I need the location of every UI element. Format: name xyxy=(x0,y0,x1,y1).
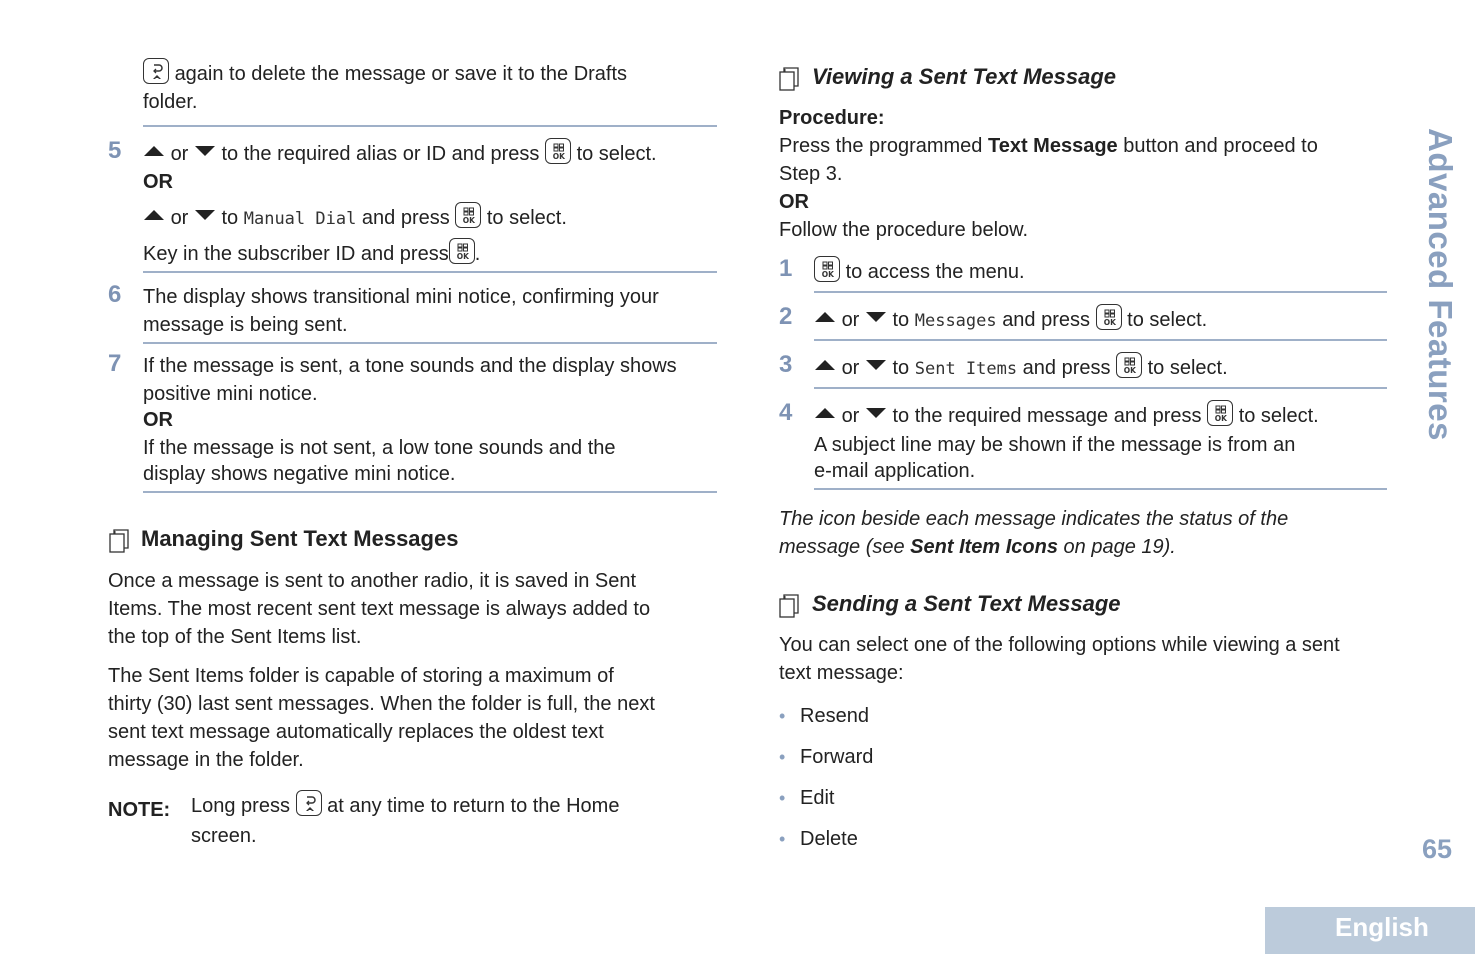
or-separator: OR xyxy=(779,191,809,213)
note-text xyxy=(191,790,731,850)
divider xyxy=(814,291,1387,293)
ok-menu-key-icon xyxy=(455,202,481,228)
step-5-end-2: to select. xyxy=(486,207,567,229)
paragraph-line: sent text message automatically replaces the oldest text xyxy=(108,721,604,743)
step-6 xyxy=(143,283,723,339)
option-forward: Forward xyxy=(800,746,874,768)
continuation-text-2: folder. xyxy=(143,91,198,113)
option-delete: Delete xyxy=(800,828,858,850)
ok-menu-key-icon xyxy=(449,238,475,264)
intro-line: text message: xyxy=(779,662,904,684)
step-7-line-3: If the message is not sent, a low tone sounds and the xyxy=(143,437,616,459)
text-message-button-name: Text Message xyxy=(987,135,1118,157)
step-4-end: to select. xyxy=(1238,405,1319,427)
section-side-title: Advanced Features xyxy=(1422,128,1459,441)
divider xyxy=(143,271,717,273)
managing-heading: Managing Sent Text Messages xyxy=(141,526,459,551)
step-6-line-2: message is being sent. xyxy=(143,314,348,336)
option-resend: Resend xyxy=(800,705,869,727)
menu-item-sent-items: Sent Items xyxy=(914,359,1018,379)
to-text: to xyxy=(221,207,239,229)
intro-line: You can select one of the following options while viewing a sent xyxy=(779,634,1340,656)
step-2-end: to select. xyxy=(1127,309,1208,331)
step-7-line-4: display shows negative mini notice. xyxy=(143,463,456,485)
language-tab xyxy=(1265,907,1475,954)
up-arrow-icon xyxy=(143,144,165,158)
step-1 xyxy=(814,256,1025,286)
or-text: or xyxy=(841,309,860,331)
up-arrow-icon xyxy=(814,406,836,420)
paragraph-line: thirty (30) last sent messages. When the folder is full, the next xyxy=(108,693,655,715)
step-5-text: to the required alias or ID and press xyxy=(221,143,540,165)
step-3 xyxy=(814,352,1228,383)
proc-post: button and proceed to xyxy=(1117,135,1318,157)
paragraph-line: message in the folder. xyxy=(108,749,304,771)
note-post: at any time to return to the Home xyxy=(327,795,620,817)
step-number-3: 3 xyxy=(779,351,793,378)
or-text: or xyxy=(170,207,189,229)
back-home-key-icon xyxy=(143,58,169,84)
paragraph-line: Once a message is sent to another radio, it is saved in Sent xyxy=(108,570,637,592)
bullet: • xyxy=(779,706,786,726)
step-7-line-1: If the message is sent, a tone sounds and the display shows xyxy=(143,355,677,377)
section-icon xyxy=(779,593,801,619)
down-arrow-icon xyxy=(194,208,216,222)
divider xyxy=(814,488,1387,490)
note-pre: Long press xyxy=(191,795,290,817)
paragraph-line: The Sent Items folder is capable of storing a maximum of xyxy=(108,665,614,687)
sending-intro xyxy=(779,631,1399,687)
step-5 xyxy=(143,138,723,268)
step-4-line-3: e-mail application. xyxy=(814,460,976,482)
divider xyxy=(143,125,717,127)
managing-paragraph-1 xyxy=(108,567,718,651)
page-number: 65 xyxy=(1422,834,1453,864)
step-7-line-2: positive mini notice. xyxy=(143,383,318,405)
proc-line-2: Step 3. xyxy=(779,163,843,185)
divider xyxy=(814,387,1387,389)
bullet: • xyxy=(779,747,786,767)
continuation-text-1: again to delete the message or save it to the Drafts xyxy=(174,63,628,85)
step-7 xyxy=(143,352,723,488)
key-in-text: Key in the subscriber ID and press xyxy=(143,243,449,265)
option-edit: Edit xyxy=(800,787,835,809)
step-4-line-2: A subject line may be shown if the message is from an xyxy=(814,434,1296,456)
ok-menu-key-icon xyxy=(1207,400,1233,426)
step-number-7: 7 xyxy=(108,350,122,377)
down-arrow-icon xyxy=(865,310,887,324)
divider xyxy=(143,491,717,493)
step-number-2: 2 xyxy=(779,303,793,330)
ok-menu-key-icon xyxy=(814,256,840,282)
language-label: English xyxy=(1335,912,1429,942)
managing-paragraph-2 xyxy=(108,662,718,774)
and-press-text: and press xyxy=(1002,309,1091,331)
ok-menu-key-icon xyxy=(545,138,571,164)
left-continuation xyxy=(143,58,723,116)
section-icon xyxy=(109,528,131,554)
step-3-end: to select. xyxy=(1147,357,1228,379)
up-arrow-icon xyxy=(814,358,836,372)
ok-menu-key-icon xyxy=(1116,352,1142,378)
note-label: NOTE: xyxy=(108,799,171,821)
step-number-6: 6 xyxy=(108,281,122,308)
to-text: to xyxy=(892,309,910,331)
up-arrow-icon xyxy=(143,208,165,222)
step-2 xyxy=(814,304,1207,335)
step-number-4: 4 xyxy=(779,399,793,426)
menu-item-manual-dial: Manual Dial xyxy=(243,209,357,229)
bullet: • xyxy=(779,788,786,808)
down-arrow-icon xyxy=(865,406,887,420)
procedure-label: Procedure: xyxy=(779,107,885,129)
and-press-text: and press xyxy=(1022,357,1111,379)
back-home-key-icon xyxy=(296,790,322,816)
icon-status-note xyxy=(779,505,1389,561)
bullet: • xyxy=(779,829,786,849)
up-arrow-icon xyxy=(814,310,836,324)
sent-item-icons-link[interactable]: Sent Item Icons xyxy=(910,536,1058,558)
or-text: or xyxy=(841,357,860,379)
paragraph-line: the top of the Sent Items list. xyxy=(108,626,362,648)
divider xyxy=(814,339,1387,341)
step-4-text: to the required message and press xyxy=(892,405,1202,427)
step-number-5: 5 xyxy=(108,137,122,164)
italic-line-2-post: on page 19). xyxy=(1057,536,1176,558)
down-arrow-icon xyxy=(865,358,887,372)
step-number-1: 1 xyxy=(779,255,793,282)
viewing-heading: Viewing a Sent Text Message xyxy=(812,64,1117,89)
section-icon xyxy=(779,66,801,92)
and-press-text: and press xyxy=(361,207,450,229)
or-text: or xyxy=(841,405,860,427)
or-separator: OR xyxy=(143,409,173,431)
ok-menu-key-icon xyxy=(1096,304,1122,330)
procedure-block xyxy=(779,105,1389,244)
step-1-text: to access the menu. xyxy=(845,261,1025,283)
note-line-2: screen. xyxy=(191,825,257,847)
or-separator: OR xyxy=(143,171,173,193)
sending-heading: Sending a Sent Text Message xyxy=(812,591,1121,616)
or-text: or xyxy=(170,143,189,165)
to-text: to xyxy=(892,357,910,379)
down-arrow-icon xyxy=(194,144,216,158)
paragraph-line: Items. The most recent sent text message is always added to xyxy=(108,598,651,620)
proc-pre: Press the programmed xyxy=(779,135,988,157)
menu-item-messages: Messages xyxy=(914,311,997,331)
step-5-end: to select. xyxy=(576,143,657,165)
italic-line-2-pre: message (see xyxy=(779,536,911,558)
divider xyxy=(143,342,717,344)
step-4 xyxy=(814,400,1394,484)
follow-text: Follow the procedure below. xyxy=(779,219,1029,241)
italic-line-1: The icon beside each message indicates the status of the xyxy=(779,508,1289,530)
period: . xyxy=(474,243,481,265)
step-6-line-1: The display shows transitional mini notice, confirming your xyxy=(143,286,659,308)
